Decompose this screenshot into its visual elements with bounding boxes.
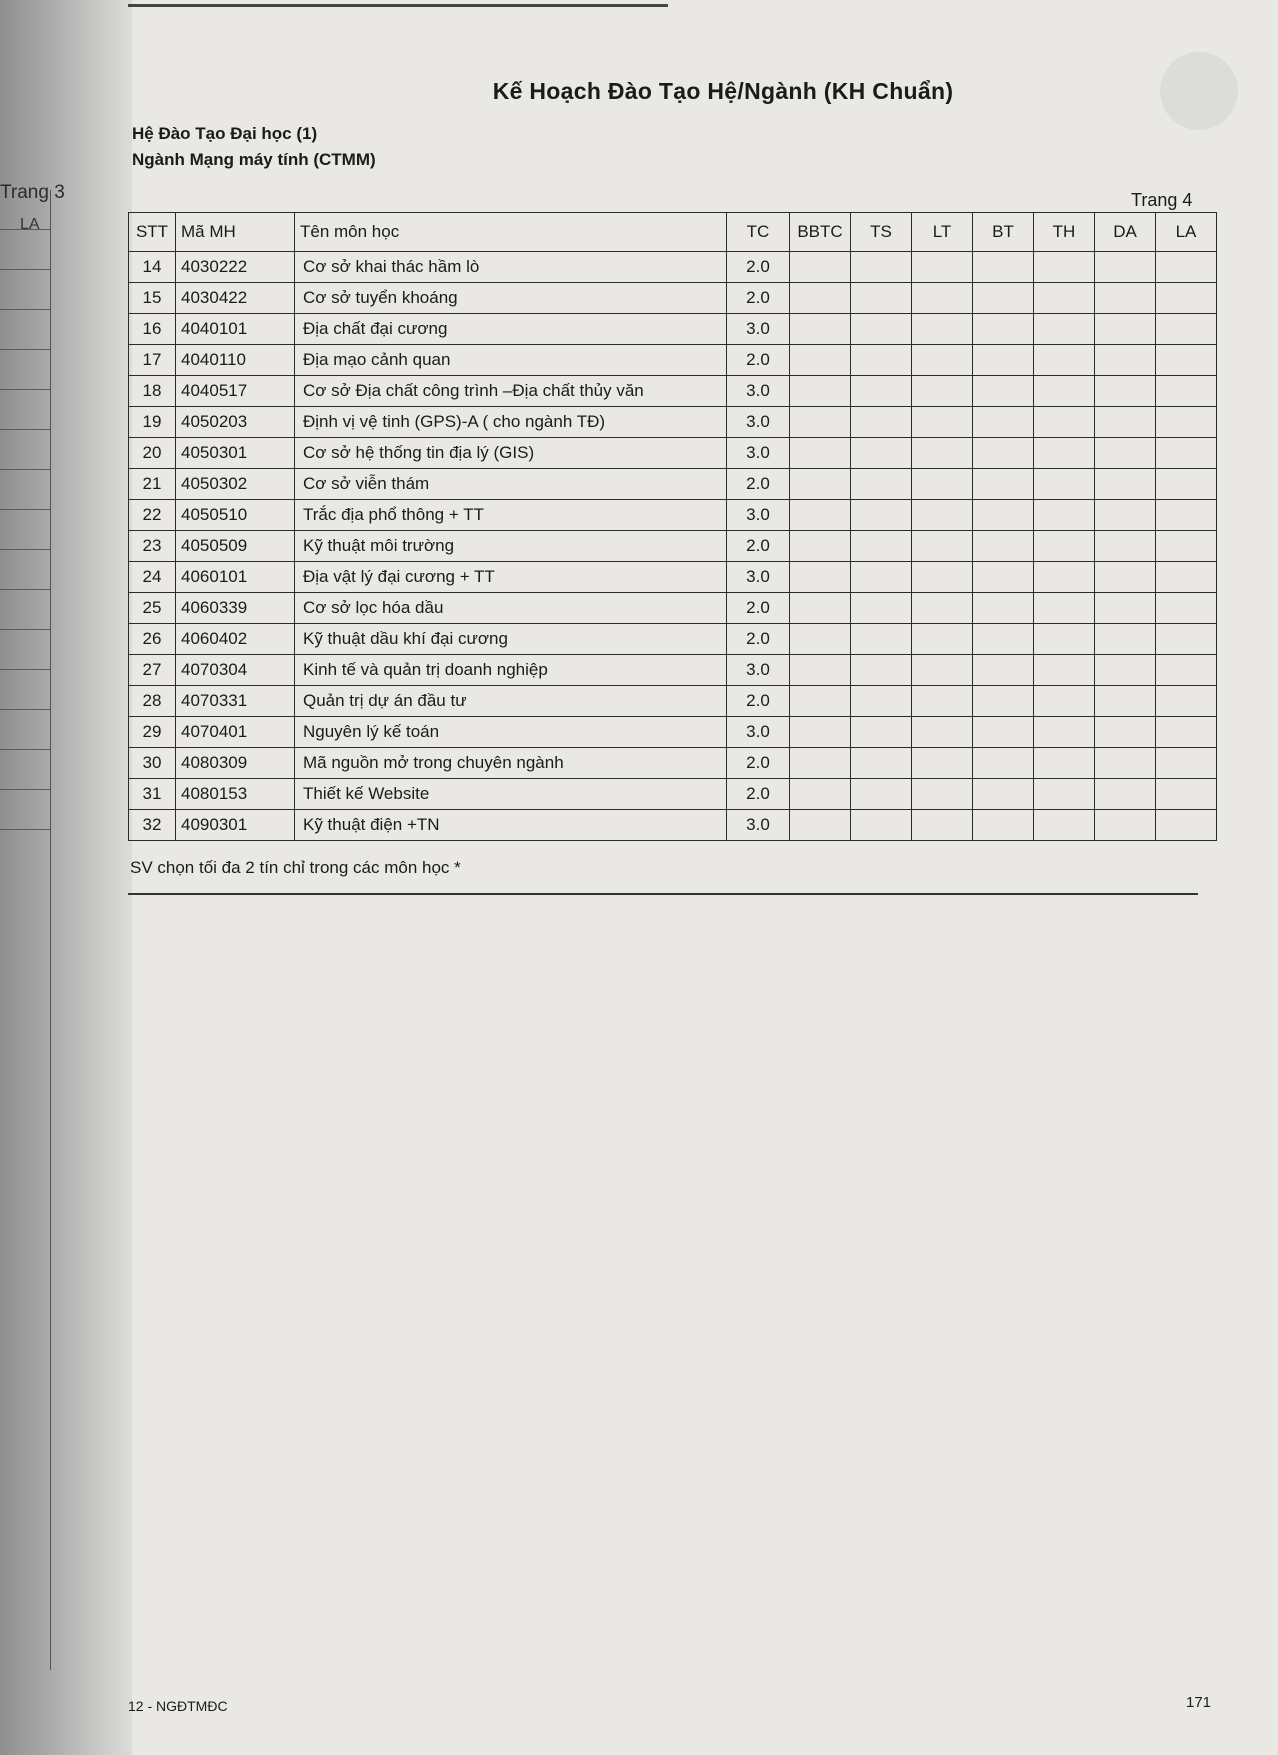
cell-bt — [973, 810, 1034, 841]
table-row — [129, 717, 1217, 748]
cell-lt — [912, 407, 973, 438]
course-code: 4070331 — [176, 686, 295, 717]
course-stt: 29 — [129, 717, 176, 748]
cell-da — [1095, 810, 1156, 841]
cell-ts — [851, 438, 912, 469]
header-ma-mh: Mã MH — [176, 213, 295, 252]
cell-ts — [851, 345, 912, 376]
course-name: Định vị vệ tinh (GPS)-A ( cho ngành TĐ) — [295, 407, 727, 438]
course-name: Cơ sở khai thác hầm lò — [295, 252, 727, 283]
course-name: Cơ sở tuyển khoáng — [295, 283, 727, 314]
cell-bbtc — [790, 345, 851, 376]
page-number: 171 — [1186, 1694, 1212, 1711]
cell-da — [1095, 593, 1156, 624]
cell-bt — [973, 438, 1034, 469]
cell-da — [1095, 376, 1156, 407]
course-stt: 30 — [129, 748, 176, 779]
course-stt: 22 — [129, 500, 176, 531]
cell-bbtc — [790, 314, 851, 345]
course-name: Kỹ thuật môi trường — [295, 531, 727, 562]
cell-th — [1034, 314, 1095, 345]
cell-ts — [851, 655, 912, 686]
course-name: Trắc địa phổ thông + TT — [295, 500, 727, 531]
course-code: 4030222 — [176, 252, 295, 283]
cell-ts — [851, 748, 912, 779]
cell-la — [1156, 469, 1217, 500]
cell-bbtc — [790, 469, 851, 500]
page-number-label: Trang 4 — [1131, 190, 1193, 210]
cell-bbtc — [790, 624, 851, 655]
cell-la — [1156, 314, 1217, 345]
cell-da — [1095, 345, 1156, 376]
cell-th — [1034, 717, 1095, 748]
cell-la — [1156, 593, 1217, 624]
previous-page-table-edge — [0, 190, 51, 1670]
cell-bbtc — [790, 717, 851, 748]
cell-ts — [851, 686, 912, 717]
course-name: Kỹ thuật điện +TN — [295, 810, 727, 841]
major-label: Ngành Mạng máy tính (CTMM) — [132, 150, 376, 169]
cell-bbtc — [790, 500, 851, 531]
cell-da — [1095, 624, 1156, 655]
course-credits: 3.0 — [727, 562, 790, 593]
course-code: 4060339 — [176, 593, 295, 624]
course-credits: 3.0 — [727, 810, 790, 841]
table-row — [129, 283, 1217, 314]
course-credits: 2.0 — [727, 469, 790, 500]
cell-th — [1034, 810, 1095, 841]
cell-la — [1156, 748, 1217, 779]
cell-ts — [851, 407, 912, 438]
course-name: Địa mạo cảnh quan — [295, 345, 727, 376]
cell-la — [1156, 779, 1217, 810]
cell-la — [1156, 624, 1217, 655]
cell-ts — [851, 283, 912, 314]
cell-bbtc — [790, 810, 851, 841]
course-code: 4080153 — [176, 779, 295, 810]
cell-bbtc — [790, 593, 851, 624]
cell-bbtc — [790, 655, 851, 686]
cell-lt — [912, 562, 973, 593]
course-stt: 23 — [129, 531, 176, 562]
cell-th — [1034, 779, 1095, 810]
cell-th — [1034, 407, 1095, 438]
cell-bt — [973, 686, 1034, 717]
course-code: 4040101 — [176, 314, 295, 345]
book-spine-shadow — [0, 0, 132, 1755]
bottom-rule — [128, 893, 1198, 895]
cell-la — [1156, 283, 1217, 314]
course-credits: 3.0 — [727, 314, 790, 345]
cell-bbtc — [790, 531, 851, 562]
cell-lt — [912, 655, 973, 686]
table-row — [129, 438, 1217, 469]
cell-la — [1156, 252, 1217, 283]
table-row — [129, 810, 1217, 841]
cell-ts — [851, 469, 912, 500]
table-body — [129, 252, 1217, 841]
cell-bt — [973, 655, 1034, 686]
course-code: 4090301 — [176, 810, 295, 841]
cell-da — [1095, 748, 1156, 779]
table-row — [129, 686, 1217, 717]
cell-lt — [912, 314, 973, 345]
course-name: Cơ sở lọc hóa dầu — [295, 593, 727, 624]
cell-ts — [851, 779, 912, 810]
cell-da — [1095, 686, 1156, 717]
course-name: Kỹ thuật dầu khí đại cương — [295, 624, 727, 655]
course-code: 4050510 — [176, 500, 295, 531]
cell-bt — [973, 531, 1034, 562]
course-code: 4080309 — [176, 748, 295, 779]
cell-bt — [973, 500, 1034, 531]
cell-la — [1156, 500, 1217, 531]
course-code: 4050302 — [176, 469, 295, 500]
course-stt: 14 — [129, 252, 176, 283]
header-tc: TC — [727, 213, 790, 252]
cell-th — [1034, 469, 1095, 500]
cell-bt — [973, 345, 1034, 376]
cell-da — [1095, 407, 1156, 438]
cell-ts — [851, 376, 912, 407]
cell-lt — [912, 376, 973, 407]
cell-da — [1095, 438, 1156, 469]
header-bbtc: BBTC — [790, 213, 851, 252]
header-bt: BT — [973, 213, 1034, 252]
cell-lt — [912, 593, 973, 624]
document-title: Kế Hoạch Đào Tạo Hệ/Ngành (KH Chuẩn) — [492, 78, 954, 104]
course-stt: 25 — [129, 593, 176, 624]
cell-bt — [973, 624, 1034, 655]
course-credits: 2.0 — [727, 686, 790, 717]
table-row — [129, 500, 1217, 531]
cell-lt — [912, 345, 973, 376]
header-da: DA — [1095, 213, 1156, 252]
cell-th — [1034, 252, 1095, 283]
course-credits: 3.0 — [727, 655, 790, 686]
course-plan-table — [128, 212, 1217, 841]
course-credits: 2.0 — [727, 748, 790, 779]
course-code: 4050203 — [176, 407, 295, 438]
table-row — [129, 593, 1217, 624]
course-code: 4060101 — [176, 562, 295, 593]
cell-bbtc — [790, 562, 851, 593]
cell-da — [1095, 252, 1156, 283]
header-th: TH — [1034, 213, 1095, 252]
cell-bt — [973, 593, 1034, 624]
course-stt: 21 — [129, 469, 176, 500]
course-name: Kinh tế và quản trị doanh nghiệp — [295, 655, 727, 686]
cell-lt — [912, 686, 973, 717]
cell-la — [1156, 531, 1217, 562]
cell-bt — [973, 252, 1034, 283]
cell-bt — [973, 717, 1034, 748]
cell-lt — [912, 438, 973, 469]
header-ts: TS — [851, 213, 912, 252]
cell-th — [1034, 283, 1095, 314]
table-row — [129, 531, 1217, 562]
cell-lt — [912, 810, 973, 841]
cell-bt — [973, 407, 1034, 438]
course-code: 4040517 — [176, 376, 295, 407]
cell-lt — [912, 624, 973, 655]
cell-th — [1034, 624, 1095, 655]
cell-lt — [912, 469, 973, 500]
cell-bt — [973, 376, 1034, 407]
cell-da — [1095, 655, 1156, 686]
course-name: Cơ sở hệ thống tin địa lý (GIS) — [295, 438, 727, 469]
course-credits: 3.0 — [727, 407, 790, 438]
cell-ts — [851, 314, 912, 345]
header-lt: LT — [912, 213, 973, 252]
cell-la — [1156, 655, 1217, 686]
course-credits: 2.0 — [727, 283, 790, 314]
cell-la — [1156, 345, 1217, 376]
cell-da — [1095, 500, 1156, 531]
course-credits: 3.0 — [727, 500, 790, 531]
course-code: 4040110 — [176, 345, 295, 376]
cell-th — [1034, 438, 1095, 469]
cell-lt — [912, 500, 973, 531]
cell-da — [1095, 469, 1156, 500]
table-row — [129, 407, 1217, 438]
table-row — [129, 376, 1217, 407]
cell-ts — [851, 500, 912, 531]
course-stt: 24 — [129, 562, 176, 593]
cell-lt — [912, 748, 973, 779]
cell-ts — [851, 624, 912, 655]
course-name: Nguyên lý kế toán — [295, 717, 727, 748]
document-page — [128, 0, 1278, 1755]
header-la: LA — [1156, 213, 1217, 252]
cell-da — [1095, 717, 1156, 748]
table-row — [129, 562, 1217, 593]
course-name: Địa vật lý đại cương + TT — [295, 562, 727, 593]
cell-bbtc — [790, 283, 851, 314]
cell-lt — [912, 283, 973, 314]
course-name: Thiết kế Website — [295, 779, 727, 810]
cell-th — [1034, 500, 1095, 531]
cell-ts — [851, 810, 912, 841]
course-credits: 2.0 — [727, 531, 790, 562]
course-name: Cơ sở viễn thám — [295, 469, 727, 500]
top-rule — [128, 4, 668, 7]
course-stt: 31 — [129, 779, 176, 810]
course-code: 4060402 — [176, 624, 295, 655]
cell-da — [1095, 562, 1156, 593]
cell-bbtc — [790, 407, 851, 438]
cell-la — [1156, 407, 1217, 438]
course-credits: 2.0 — [727, 252, 790, 283]
course-code: 4070401 — [176, 717, 295, 748]
cell-da — [1095, 314, 1156, 345]
table-header-row — [129, 213, 1217, 252]
cell-bbtc — [790, 748, 851, 779]
cell-ts — [851, 593, 912, 624]
course-code: 4050509 — [176, 531, 295, 562]
header-stt: STT — [129, 213, 176, 252]
cell-ts — [851, 531, 912, 562]
course-name: Mã nguồn mở trong chuyên ngành — [295, 748, 727, 779]
cell-th — [1034, 593, 1095, 624]
cell-bt — [973, 314, 1034, 345]
course-credits: 2.0 — [727, 593, 790, 624]
cell-la — [1156, 562, 1217, 593]
cell-lt — [912, 252, 973, 283]
course-credits: 3.0 — [727, 717, 790, 748]
course-credits: 2.0 — [727, 345, 790, 376]
course-stt: 19 — [129, 407, 176, 438]
cell-th — [1034, 531, 1095, 562]
cell-th — [1034, 686, 1095, 717]
course-name: Địa chất đại cương — [295, 314, 727, 345]
course-stt: 18 — [129, 376, 176, 407]
cell-th — [1034, 562, 1095, 593]
course-stt: 17 — [129, 345, 176, 376]
cell-bbtc — [790, 376, 851, 407]
cell-th — [1034, 655, 1095, 686]
table-row — [129, 624, 1217, 655]
course-name: Quản trị dự án đầu tư — [295, 686, 727, 717]
table-row — [129, 469, 1217, 500]
course-code: 4030422 — [176, 283, 295, 314]
cell-bt — [973, 469, 1034, 500]
course-credits: 2.0 — [727, 624, 790, 655]
course-stt: 15 — [129, 283, 176, 314]
course-credits: 3.0 — [727, 376, 790, 407]
course-name: Cơ sở Địa chất công trình –Địa chất thủy văn — [295, 376, 727, 407]
table-row — [129, 779, 1217, 810]
cell-lt — [912, 717, 973, 748]
table-row — [129, 345, 1217, 376]
cell-ts — [851, 562, 912, 593]
cell-da — [1095, 283, 1156, 314]
cell-bbtc — [790, 686, 851, 717]
cell-bt — [973, 562, 1034, 593]
cell-bt — [973, 779, 1034, 810]
cell-bbtc — [790, 438, 851, 469]
cell-th — [1034, 345, 1095, 376]
course-stt: 27 — [129, 655, 176, 686]
table-row — [129, 748, 1217, 779]
cell-bbtc — [790, 779, 851, 810]
header-ten-mon-hoc: Tên môn học — [295, 213, 727, 252]
course-stt: 28 — [129, 686, 176, 717]
cell-th — [1034, 748, 1095, 779]
footnote: SV chọn tối đa 2 tín chỉ trong các môn học * — [130, 858, 461, 877]
cell-la — [1156, 717, 1217, 748]
cell-lt — [912, 779, 973, 810]
previous-page-column-label: LA — [20, 216, 40, 233]
course-credits: 2.0 — [727, 779, 790, 810]
table-row — [129, 314, 1217, 345]
cell-da — [1095, 531, 1156, 562]
cell-la — [1156, 686, 1217, 717]
course-stt: 32 — [129, 810, 176, 841]
cell-th — [1034, 376, 1095, 407]
cell-bbtc — [790, 252, 851, 283]
table-row — [129, 252, 1217, 283]
cell-lt — [912, 531, 973, 562]
course-stt: 20 — [129, 438, 176, 469]
cell-ts — [851, 717, 912, 748]
cell-da — [1095, 779, 1156, 810]
course-stt: 16 — [129, 314, 176, 345]
previous-page-label: Trang 3 — [0, 182, 65, 203]
cell-la — [1156, 438, 1217, 469]
cell-la — [1156, 376, 1217, 407]
course-stt: 26 — [129, 624, 176, 655]
course-code: 4050301 — [176, 438, 295, 469]
footer-left-label: 12 - NGĐTMĐC — [128, 1698, 228, 1714]
cell-la — [1156, 810, 1217, 841]
cell-bt — [973, 283, 1034, 314]
course-code: 4070304 — [176, 655, 295, 686]
course-credits: 3.0 — [727, 438, 790, 469]
cell-bt — [973, 748, 1034, 779]
education-system-label: Hệ Đào Tạo Đại học (1) — [132, 124, 318, 143]
cell-ts — [851, 252, 912, 283]
table-row — [129, 655, 1217, 686]
